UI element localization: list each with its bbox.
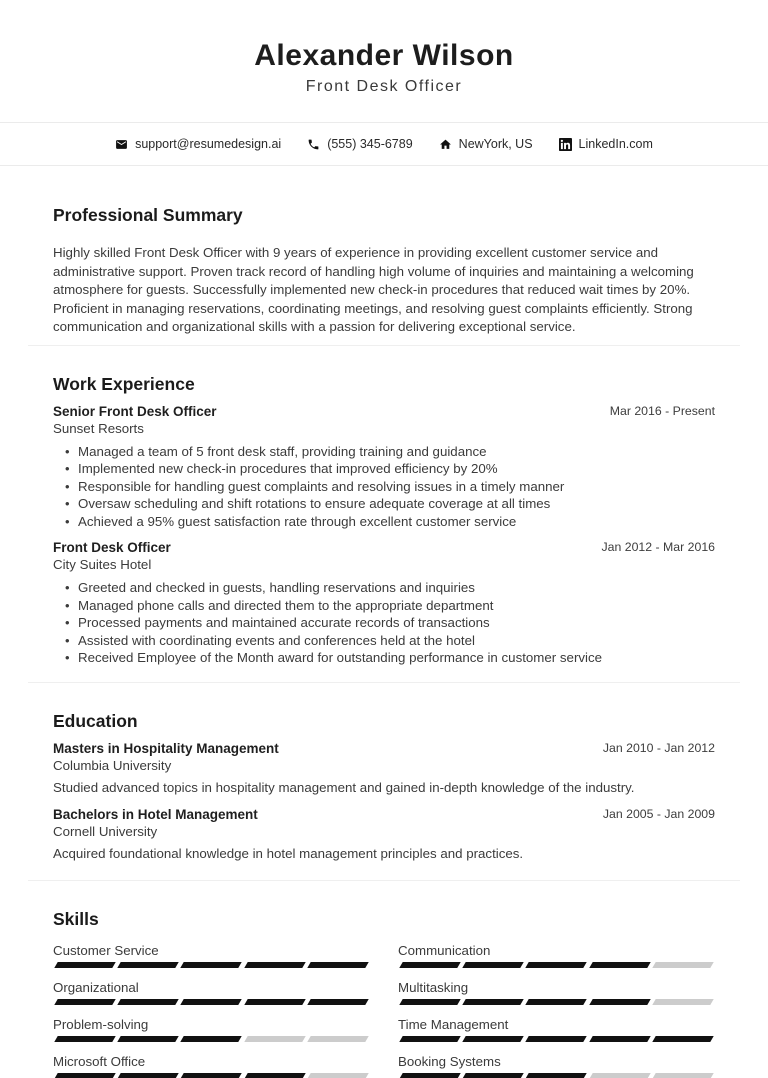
skill-bar-segment: [244, 1073, 306, 1078]
job-dates: Jan 2012 - Mar 2016: [601, 540, 715, 555]
education-dates: Jan 2010 - Jan 2012: [602, 740, 715, 755]
skill-bar-segment: [399, 1036, 461, 1042]
skill-name: Multitasking: [398, 979, 469, 995]
job-bullet-list: [53, 579, 715, 667]
skill-bar-segment: [462, 1036, 524, 1042]
bullet-dot: •: [65, 650, 70, 666]
skill-bar-segment: [181, 962, 243, 968]
skill-bar-segment: [117, 1036, 179, 1042]
bullet-dot: •: [65, 443, 70, 459]
job-entry: [53, 403, 715, 531]
skill-bar-segment: [244, 999, 306, 1005]
bullet-dot: •: [65, 580, 70, 596]
skill-bar-segment: [244, 962, 306, 968]
skill-bar-segment: [54, 962, 116, 968]
job-company: Sunset Resorts: [53, 420, 144, 436]
contact-item-location: [439, 137, 533, 151]
skill-level-bar: [53, 999, 370, 1005]
education-school: Cornell University: [53, 823, 158, 839]
skills-heading: Skills: [53, 908, 99, 929]
skill-item: [53, 1016, 370, 1042]
skill-bar-segment: [54, 1036, 116, 1042]
education-entry: [53, 806, 715, 863]
skill-item: [53, 1053, 370, 1078]
education-description: Acquired foundational knowledge in hotel management principles and practices.: [53, 845, 524, 861]
job-bullet: • Implemented new check-in procedures that improved efficiency by 20%: [65, 461, 498, 477]
candidate-name: Alexander Wilson: [254, 39, 514, 72]
job-title: Senior Front Desk Officer: [53, 403, 217, 419]
skill-bar-segment: [117, 999, 179, 1005]
job-entry-head: [53, 403, 715, 437]
job-bullet: • Greeted and checked in guests, handling reservations and inquiries: [65, 580, 475, 596]
section-divider: [28, 682, 740, 683]
skill-item: [398, 1016, 715, 1042]
contact-item-linkedin: [559, 137, 653, 151]
contact-item-email: [115, 137, 281, 151]
bullet-dot: •: [65, 478, 70, 494]
skill-name: Customer Service: [53, 942, 159, 958]
skill-bar-segment: [244, 1036, 306, 1042]
job-entry: [53, 539, 715, 667]
job-company: City Suites Hotel: [53, 557, 152, 573]
skill-bar-segment: [399, 1073, 461, 1078]
skill-bar-segment: [462, 962, 524, 968]
skill-bar-segment: [399, 962, 461, 968]
skill-bar-segment: [54, 1073, 116, 1078]
job-entry-head: [53, 539, 715, 573]
experience-heading: Work Experience: [53, 373, 195, 394]
contact-phone-text: (555) 345-6789: [327, 137, 413, 151]
home-icon: [439, 138, 452, 151]
skill-bar-segment: [462, 999, 524, 1005]
skill-bar-segment: [117, 962, 179, 968]
job-title: Front Desk Officer: [53, 540, 171, 556]
resume-body: [0, 205, 768, 337]
linkedin-icon: [559, 138, 572, 151]
section-work-experience: [53, 374, 715, 667]
education-entry-head: [53, 806, 715, 840]
skill-bar-segment: [652, 999, 714, 1005]
job-bullet: • Oversaw scheduling and shift rotations to ensure adequate coverage at all times: [65, 496, 551, 512]
job-bullet: • Managed phone calls and directed them to the appropriate department: [65, 597, 494, 613]
contact-linkedin-text: LinkedIn.com: [578, 137, 653, 151]
skill-name: Time Management: [398, 1016, 509, 1032]
contact-email-text: support@resumedesign.ai: [135, 137, 282, 151]
education-heading: Education: [53, 710, 138, 731]
envelope-icon: [115, 138, 128, 151]
skill-item: [53, 979, 370, 1005]
skill-name: Communication: [398, 942, 491, 958]
phone-icon: [307, 138, 320, 151]
skill-bar-segment: [399, 999, 461, 1005]
skill-bar-segment: [307, 1036, 369, 1042]
bullet-dot: •: [65, 632, 70, 648]
skill-level-bar: [398, 1036, 715, 1042]
skill-level-bar: [398, 999, 715, 1005]
skill-bar-segment: [307, 962, 369, 968]
job-bullet: • Responsible for handling guest complaints and resolving issues in a timely manner: [65, 478, 565, 494]
section-skills: [53, 909, 715, 1078]
skills-grid: [53, 942, 715, 1078]
skill-level-bar: [53, 962, 370, 968]
skill-bar-segment: [526, 1073, 588, 1078]
section-divider: [28, 345, 740, 346]
skill-item: [398, 942, 715, 968]
education-degree: Bachelors in Hotel Management: [53, 806, 258, 822]
skill-level-bar: [398, 962, 715, 968]
skill-item: [398, 979, 715, 1005]
skill-level-bar: [398, 1073, 715, 1078]
skill-bar-segment: [652, 1073, 714, 1078]
section-professional-summary: [53, 205, 715, 337]
section-divider: [28, 880, 740, 881]
education-entry: [53, 740, 715, 797]
skill-bar-segment: [526, 999, 588, 1005]
job-dates: Mar 2016 - Present: [609, 403, 715, 418]
skill-bar-segment: [652, 962, 714, 968]
bullet-dot: •: [65, 461, 70, 477]
skill-bar-segment: [181, 999, 243, 1005]
contact-bar: [0, 122, 768, 166]
skill-bar-segment: [181, 1073, 243, 1078]
skill-bar-segment: [181, 1036, 243, 1042]
skill-bar-segment: [462, 1073, 524, 1078]
bullet-dot: •: [65, 513, 70, 529]
skill-name: Organizational: [53, 979, 139, 995]
skill-level-bar: [53, 1036, 370, 1042]
bullet-dot: •: [65, 496, 70, 512]
skill-bar-segment: [307, 999, 369, 1005]
job-bullet: • Received Employee of the Month award for outstanding performance in customer service: [65, 650, 603, 666]
candidate-job-title: Front Desk Officer: [305, 78, 463, 95]
education-dates: Jan 2005 - Jan 2009: [602, 806, 715, 821]
resume-header: [0, 0, 768, 96]
job-bullet-list: [53, 443, 715, 531]
skill-bar-segment: [589, 999, 651, 1005]
skill-bar-segment: [589, 1036, 651, 1042]
summary-heading: Professional Summary: [53, 205, 243, 225]
section-education: [53, 711, 715, 863]
contact-item-phone: [307, 137, 412, 151]
contact-location-text: NewYork, US: [458, 137, 533, 151]
bullet-dot: •: [65, 597, 70, 613]
job-bullet: • Processed payments and maintained accurate records of transactions: [65, 615, 490, 631]
skill-bar-segment: [54, 999, 116, 1005]
bullet-dot: •: [65, 615, 70, 631]
skill-name: Booking Systems: [398, 1053, 501, 1069]
job-bullet: • Achieved a 95% guest satisfaction rate through excellent customer service: [65, 513, 517, 529]
summary-text: Highly skilled Front Desk Officer with 9 years of experience in providing excellent customer service and administrative support. Proven track record of handling high volume of inquiries and maintaining a welcoming atmosphere for guests. Successfully implemented new check-in procedures that reduced wait times by 20%. Proficient in managing reservations, coordinating meetings, and resolving guest complaints efficiently. Strong communication and organizational skills with a passion for delivering exceptional service.: [53, 245, 694, 335]
job-bullet: • Assisted with coordinating events and conferences held at the hotel: [65, 632, 475, 648]
skill-bar-segment: [526, 1036, 588, 1042]
education-list: [53, 740, 715, 863]
education-entry-head: [53, 740, 715, 774]
job-bullet: • Managed a team of 5 front desk staff, providing training and guidance: [65, 443, 487, 459]
education-description: Studied advanced topics in hospitality management and gained in-depth knowledge of the industry.: [53, 779, 635, 795]
skill-name: Microsoft Office: [53, 1053, 146, 1069]
experience-list: [53, 403, 715, 667]
skill-item: [53, 942, 370, 968]
education-school: Columbia University: [53, 757, 172, 773]
skill-item: [398, 1053, 715, 1078]
skill-level-bar: [53, 1073, 370, 1078]
education-degree: Masters in Hospitality Management: [53, 740, 279, 756]
skill-bar-segment: [589, 1073, 651, 1078]
skill-bar-segment: [117, 1073, 179, 1078]
skill-bar-segment: [652, 1036, 714, 1042]
skill-bar-segment: [526, 962, 588, 968]
skill-bar-segment: [307, 1073, 369, 1078]
skill-name: Problem-solving: [53, 1016, 149, 1032]
skill-bar-segment: [589, 962, 651, 968]
